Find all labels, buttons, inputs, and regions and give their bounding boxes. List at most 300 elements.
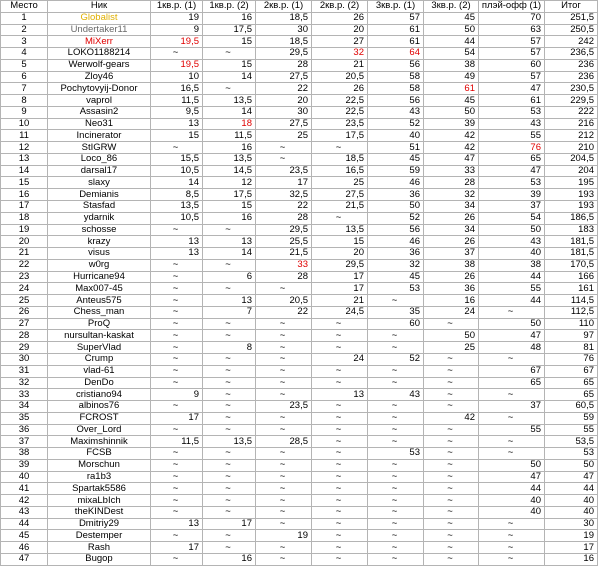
q1-game1-cell: 8,5 [151,189,203,201]
playoff-cell: ~ [479,412,545,424]
q1-game1-cell: 13 [151,118,203,130]
total-cell: 212 [545,130,598,142]
table-row [1,365,598,377]
q3-game1-cell: 60 [368,318,424,330]
q1-game2-cell: ~ [203,389,256,401]
nick-cell: Morschun [48,459,151,471]
nick-cell: Destemper [48,530,151,542]
header-nick: Ник [48,1,151,13]
q3-game2-cell: 26 [424,236,479,248]
place-cell: 16 [1,189,48,201]
nick-cell: Zloy46 [48,71,151,83]
total-cell: 50 [545,459,598,471]
place-cell: 20 [1,236,48,248]
q3-game2-cell: ~ [424,553,479,565]
q1-game1-cell: ~ [151,553,203,565]
place-cell: 27 [1,318,48,330]
nick-cell: Maximshinnik [48,436,151,448]
q2-game1-cell: ~ [256,377,312,389]
q1-game1-cell: 14 [151,177,203,189]
table-row [1,530,598,542]
q2-game2-cell: ~ [312,424,368,436]
q1-game1-cell: 15,5 [151,153,203,165]
nick-cell: DenDo [48,377,151,389]
q2-game1-cell: 28 [256,59,312,71]
q2-game2-cell: ~ [312,471,368,483]
playoff-cell: 37 [479,401,545,413]
q2-game2-cell: 27,5 [312,189,368,201]
playoff-cell: ~ [479,436,545,448]
table-row [1,12,598,24]
header-playoff: плэй-офф (1) [479,1,545,13]
q2-game2-cell: 24 [312,353,368,365]
table-row [1,142,598,154]
playoff-cell: 47 [479,165,545,177]
q1-game2-cell: 11,5 [203,130,256,142]
q3-game2-cell: 16 [424,295,479,307]
place-cell: 17 [1,201,48,213]
q3-game2-cell: 50 [424,106,479,118]
q2-game1-cell: 18,5 [256,36,312,48]
table-row [1,342,598,354]
q2-game1-cell: ~ [256,459,312,471]
q1-game2-cell: ~ [203,495,256,507]
q1-game2-cell: 14 [203,248,256,260]
total-cell: 181,5 [545,248,598,260]
playoff-cell: 65 [479,153,545,165]
q2-game1-cell: 25,5 [256,236,312,248]
q3-game2-cell: 50 [424,330,479,342]
place-cell: 8 [1,95,48,107]
q1-game2-cell: 12 [203,177,256,189]
q2-game2-cell: ~ [312,318,368,330]
q2-game2-cell: ~ [312,436,368,448]
q3-game2-cell: 28 [424,177,479,189]
q2-game2-cell: 20 [312,248,368,260]
playoff-cell: 43 [479,118,545,130]
playoff-cell: 55 [479,130,545,142]
nick-cell: Crump [48,353,151,365]
q3-game1-cell: ~ [368,483,424,495]
q1-game1-cell: 9 [151,24,203,36]
table-row [1,330,598,342]
nick-cell: Globalist [48,12,151,24]
q1-game1-cell: 19,5 [151,59,203,71]
q1-game2-cell: 17,5 [203,189,256,201]
q3-game1-cell: 51 [368,142,424,154]
nick-cell: mixaLbIch [48,495,151,507]
place-cell: 11 [1,130,48,142]
q2-game1-cell: 19 [256,530,312,542]
playoff-cell: 37 [479,201,545,213]
q1-game2-cell: ~ [203,483,256,495]
q3-game2-cell: 34 [424,201,479,213]
q1-game2-cell: 6 [203,271,256,283]
q2-game1-cell: 28,5 [256,436,312,448]
q2-game1-cell: ~ [256,412,312,424]
header-q2-game1: 2кв.р. (1) [256,1,312,13]
total-cell: 81 [545,342,598,354]
q1-game2-cell: 16 [203,12,256,24]
nick-cell: Anteus575 [48,295,151,307]
q3-game1-cell: 43 [368,106,424,118]
q1-game1-cell: ~ [151,401,203,413]
q2-game2-cell: 20 [312,24,368,36]
q1-game1-cell: ~ [151,342,203,354]
q2-game1-cell: 20,5 [256,295,312,307]
nick-cell: Assasin2 [48,106,151,118]
place-cell: 35 [1,412,48,424]
nick-cell: Bugop [48,553,151,565]
q1-game1-cell: 17 [151,412,203,424]
total-cell: 161 [545,283,598,295]
place-cell: 6 [1,71,48,83]
q1-game1-cell: ~ [151,483,203,495]
q2-game1-cell: ~ [256,506,312,518]
q3-game1-cell: 35 [368,306,424,318]
q2-game1-cell: 28 [256,212,312,224]
q2-game2-cell: 21,5 [312,201,368,213]
q2-game2-cell: 32 [312,48,368,60]
q3-game1-cell: 56 [368,95,424,107]
q1-game1-cell: ~ [151,377,203,389]
q1-game1-cell: 10 [151,71,203,83]
place-cell: 33 [1,389,48,401]
q1-game2-cell: ~ [203,318,256,330]
total-cell: 193 [545,201,598,213]
q3-game1-cell: 57 [368,12,424,24]
q1-game1-cell: ~ [151,495,203,507]
header-q3-game1: 3кв.р. (1) [368,1,424,13]
q1-game1-cell: 13 [151,518,203,530]
q3-game1-cell: ~ [368,436,424,448]
nick-cell: slaxy [48,177,151,189]
playoff-cell: 55 [479,424,545,436]
q2-game2-cell: 15 [312,236,368,248]
total-cell: 97 [545,330,598,342]
q1-game1-cell: ~ [151,224,203,236]
q3-game1-cell: 53 [368,283,424,295]
q3-game1-cell: 43 [368,389,424,401]
q2-game2-cell: 17,5 [312,130,368,142]
nick-cell: Stasfad [48,201,151,213]
nick-cell: cristiano94 [48,389,151,401]
table-row [1,165,598,177]
table-row [1,48,598,60]
q3-game1-cell: 45 [368,153,424,165]
place-cell: 18 [1,212,48,224]
q1-game2-cell: ~ [203,83,256,95]
q3-game2-cell: 42 [424,130,479,142]
table-row [1,542,598,554]
q3-game2-cell: 54 [424,48,479,60]
total-cell: 59 [545,412,598,424]
nick-cell: theKINDest [48,506,151,518]
q1-game2-cell: ~ [203,471,256,483]
table-row [1,224,598,236]
q3-game1-cell: ~ [368,518,424,530]
q3-game2-cell: ~ [424,530,479,542]
total-cell: 204,5 [545,153,598,165]
total-cell: 236 [545,71,598,83]
total-cell: 55 [545,424,598,436]
q3-game1-cell: ~ [368,495,424,507]
table-row [1,318,598,330]
q1-game1-cell: 11,5 [151,436,203,448]
header-total: Итог [545,1,598,13]
total-cell: 210 [545,142,598,154]
q2-game2-cell: ~ [312,212,368,224]
total-cell: 114,5 [545,295,598,307]
q3-game2-cell: ~ [424,318,479,330]
place-cell: 42 [1,495,48,507]
playoff-cell: 40 [479,506,545,518]
nick-cell: Rash [48,542,151,554]
table-row [1,271,598,283]
q3-game1-cell: ~ [368,542,424,554]
playoff-cell: ~ [479,542,545,554]
q2-game1-cell: ~ [256,330,312,342]
playoff-cell: 57 [479,48,545,60]
q2-game2-cell: ~ [312,483,368,495]
q3-game2-cell: 50 [424,24,479,36]
place-cell: 12 [1,142,48,154]
q1-game1-cell: 13,5 [151,201,203,213]
q1-game2-cell: 14 [203,106,256,118]
q3-game2-cell: 26 [424,212,479,224]
table-row [1,236,598,248]
nick-cell: Incinerator [48,130,151,142]
q1-game2-cell: ~ [203,506,256,518]
total-cell: 76 [545,353,598,365]
playoff-cell: 40 [479,495,545,507]
q2-game2-cell: ~ [312,401,368,413]
q3-game1-cell: ~ [368,330,424,342]
total-cell: 193 [545,189,598,201]
table-row [1,401,598,413]
table-row [1,518,598,530]
q1-game2-cell: ~ [203,542,256,554]
q1-game2-cell: 14 [203,71,256,83]
q1-game2-cell: 17 [203,518,256,530]
q2-game1-cell: 17 [256,177,312,189]
table-row [1,553,598,565]
playoff-cell: 50 [479,318,545,330]
playoff-cell: 50 [479,459,545,471]
table-row [1,83,598,95]
q2-game2-cell: ~ [312,365,368,377]
playoff-cell: 47 [479,330,545,342]
q1-game2-cell: ~ [203,424,256,436]
q3-game2-cell: 42 [424,412,479,424]
playoff-cell: 55 [479,283,545,295]
nick-cell: Loco_86 [48,153,151,165]
playoff-cell: 67 [479,365,545,377]
playoff-cell: 53 [479,177,545,189]
q1-game1-cell: 13 [151,236,203,248]
place-cell: 47 [1,553,48,565]
total-cell: 65 [545,377,598,389]
q1-game1-cell: 13 [151,248,203,260]
q1-game1-cell: ~ [151,506,203,518]
q1-game1-cell: ~ [151,259,203,271]
total-cell: 222 [545,106,598,118]
q2-game2-cell: 17 [312,283,368,295]
playoff-cell: 38 [479,259,545,271]
nick-cell: darsal17 [48,165,151,177]
place-cell: 21 [1,248,48,260]
nick-cell: FCSB [48,448,151,460]
nick-cell: vaprol [48,95,151,107]
total-cell: 40 [545,506,598,518]
q3-game2-cell: ~ [424,495,479,507]
q1-game2-cell: 14,5 [203,165,256,177]
total-cell: 195 [545,177,598,189]
q2-game1-cell: 27,5 [256,71,312,83]
q3-game2-cell: 24 [424,306,479,318]
q2-game2-cell: 22,5 [312,95,368,107]
q3-game1-cell: ~ [368,424,424,436]
place-cell: 30 [1,353,48,365]
q2-game2-cell: 20,5 [312,71,368,83]
q2-game2-cell: 21 [312,59,368,71]
header-place: Место [1,1,48,13]
playoff-cell: ~ [479,353,545,365]
table-body [1,12,598,565]
q3-game2-cell: ~ [424,459,479,471]
q1-game1-cell: ~ [151,330,203,342]
q3-game1-cell: 56 [368,224,424,236]
total-cell: 65 [545,389,598,401]
place-cell: 45 [1,530,48,542]
place-cell: 26 [1,306,48,318]
q2-game1-cell: ~ [256,389,312,401]
q3-game2-cell: ~ [424,518,479,530]
total-cell: 112,5 [545,306,598,318]
q3-game1-cell: 45 [368,271,424,283]
nick-cell: Undertaker11 [48,24,151,36]
q2-game2-cell: ~ [312,495,368,507]
nick-cell: ProQ [48,318,151,330]
q3-game2-cell: ~ [424,401,479,413]
q2-game1-cell: 22 [256,83,312,95]
q1-game1-cell: ~ [151,283,203,295]
q3-game2-cell: ~ [424,448,479,460]
q1-game2-cell: 15 [203,59,256,71]
nick-cell: Pochytovyij-Donor [48,83,151,95]
nick-cell: schosse [48,224,151,236]
q3-game1-cell: ~ [368,530,424,542]
q2-game1-cell: ~ [256,471,312,483]
place-cell: 29 [1,342,48,354]
place-cell: 5 [1,59,48,71]
table-row [1,377,598,389]
q2-game2-cell: 24,5 [312,306,368,318]
q2-game1-cell: ~ [256,424,312,436]
nick-cell: MiXerr [48,36,151,48]
q2-game2-cell: 29,5 [312,259,368,271]
total-cell: 170,5 [545,259,598,271]
q2-game2-cell: ~ [312,542,368,554]
playoff-cell: 57 [479,36,545,48]
nick-cell: visus [48,248,151,260]
header-q2-game2: 2кв.р. (2) [312,1,368,13]
place-cell: 34 [1,401,48,413]
q2-game1-cell: 32,5 [256,189,312,201]
q1-game2-cell: ~ [203,224,256,236]
place-cell: 32 [1,377,48,389]
q1-game1-cell: 15 [151,130,203,142]
q1-game1-cell: ~ [151,48,203,60]
q2-game1-cell: ~ [256,142,312,154]
q1-game2-cell: 15 [203,201,256,213]
q2-game2-cell: ~ [312,377,368,389]
q1-game2-cell: ~ [203,401,256,413]
q2-game1-cell: 20 [256,95,312,107]
q1-game1-cell: ~ [151,142,203,154]
table-row [1,283,598,295]
q1-game2-cell: ~ [203,412,256,424]
q1-game2-cell: ~ [203,365,256,377]
place-cell: 31 [1,365,48,377]
playoff-cell: 60 [479,59,545,71]
header-q1-game1: 1кв.р. (1) [151,1,203,13]
playoff-cell: ~ [479,518,545,530]
q1-game2-cell: ~ [203,48,256,60]
q3-game2-cell: ~ [424,377,479,389]
q2-game1-cell: 27,5 [256,118,312,130]
q3-game1-cell: 58 [368,83,424,95]
q2-game1-cell: ~ [256,353,312,365]
playoff-cell: 48 [479,342,545,354]
playoff-cell: 44 [479,271,545,283]
table-row [1,495,598,507]
q1-game1-cell: 9 [151,389,203,401]
q2-game1-cell: 23,5 [256,401,312,413]
q3-game1-cell: ~ [368,553,424,565]
q2-game2-cell: ~ [312,459,368,471]
table-row [1,412,598,424]
q3-game1-cell: 52 [368,212,424,224]
nick-cell: Demianis [48,189,151,201]
place-cell: 41 [1,483,48,495]
q1-game1-cell: ~ [151,448,203,460]
q1-game2-cell: ~ [203,259,256,271]
q3-game1-cell: 53 [368,448,424,460]
q2-game2-cell: ~ [312,448,368,460]
nick-cell: Hurricane94 [48,271,151,283]
table-row [1,130,598,142]
nick-cell: StIGRW [48,142,151,154]
table-row [1,71,598,83]
table-row [1,353,598,365]
q3-game1-cell: ~ [368,459,424,471]
playoff-cell: 63 [479,24,545,36]
q3-game1-cell: ~ [368,412,424,424]
q1-game2-cell: 16 [203,553,256,565]
place-cell: 37 [1,436,48,448]
q1-game2-cell: 13,5 [203,153,256,165]
nick-cell: albinos76 [48,401,151,413]
table-row [1,389,598,401]
place-cell: 19 [1,224,48,236]
q3-game2-cell: 42 [424,142,479,154]
nick-cell: Werwolf-gears [48,59,151,71]
place-cell: 40 [1,471,48,483]
playoff-cell: 44 [479,295,545,307]
total-cell: 60,5 [545,401,598,413]
q2-game2-cell: ~ [312,142,368,154]
